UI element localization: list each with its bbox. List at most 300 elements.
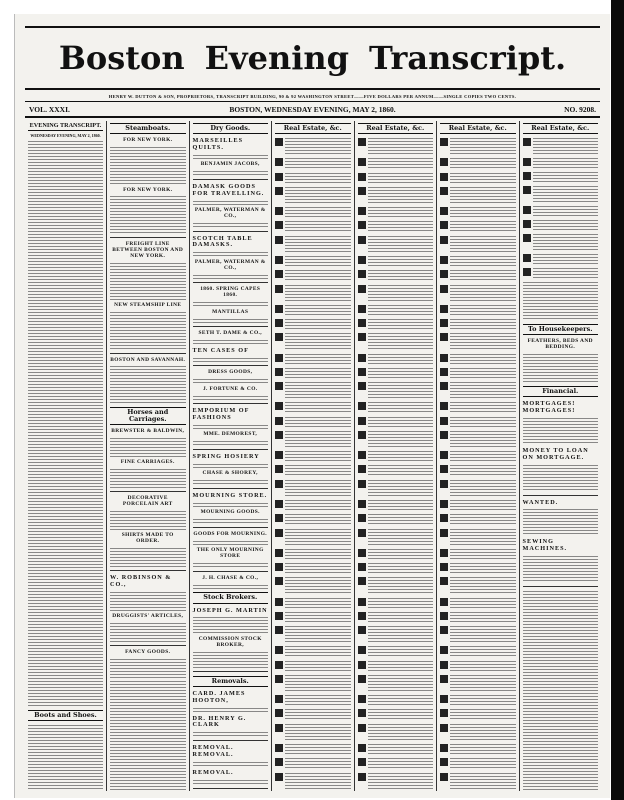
house-icon: [358, 431, 366, 439]
listing-text: [285, 401, 351, 413]
divider: [193, 326, 269, 327]
ad-title: SPRING HOSIERY: [192, 453, 260, 461]
listing-text: [368, 304, 434, 316]
real-estate-listing: [440, 645, 516, 657]
house-icon: [358, 773, 366, 781]
listing-text: [533, 205, 599, 217]
ad-text: [523, 464, 599, 492]
real-estate-listing: [440, 284, 516, 302]
ad-title: REMOVAL.: [192, 769, 234, 777]
ad-text: [110, 365, 186, 403]
listing-text: [368, 611, 434, 623]
house-icon: [440, 626, 448, 634]
house-icon: [440, 256, 448, 264]
house-icon: [440, 661, 448, 669]
real-estate-listing: [275, 450, 351, 462]
real-estate-listing: [275, 694, 351, 706]
house-icon: [275, 354, 283, 362]
divider: [193, 740, 269, 741]
real-estate-listing: [523, 137, 599, 155]
house-icon: [358, 270, 366, 278]
listing-text: [285, 513, 351, 525]
real-estate-listing: [275, 269, 351, 281]
house-icon: [275, 173, 283, 181]
house-icon: [440, 402, 448, 410]
house-icon: [358, 319, 366, 327]
real-estate-listing: [275, 576, 351, 594]
ad-title: SCOTCH TABLE DAMASKS.: [192, 234, 253, 249]
house-icon: [275, 333, 283, 341]
listing-text: [450, 479, 516, 497]
ad-text: [28, 724, 103, 790]
real-estate-listing: [358, 220, 434, 232]
ad-text: [193, 222, 269, 228]
listing-text: [285, 660, 351, 672]
listing-text: [368, 235, 434, 253]
real-estate-listing: [275, 757, 351, 769]
ad-text: [523, 353, 599, 383]
real-estate-listing: [440, 157, 516, 169]
dateline: BOSTON, WEDNESDAY EVENING, MAY 2, 1860.: [229, 105, 396, 114]
real-estate-listing: [440, 450, 516, 462]
ad-text: [193, 301, 269, 307]
masthead-word: Transcript.: [369, 39, 567, 77]
divider: [193, 282, 269, 283]
house-icon: [275, 500, 283, 508]
listing-text: [450, 367, 516, 379]
ad-title: MME. DEMOREST,: [203, 431, 258, 438]
house-icon: [275, 598, 283, 606]
house-icon: [358, 744, 366, 752]
ad-title: SHIRTS MADE TO ORDER.: [121, 532, 174, 545]
divider: [193, 488, 269, 489]
real-estate-listing: [275, 304, 351, 316]
real-estate-listing: [440, 674, 516, 692]
real-estate-listing: [440, 723, 516, 741]
ad-title: EMPORIUM OF FASHIONS: [192, 407, 250, 422]
house-icon: [358, 305, 366, 313]
listing-text: [368, 401, 434, 413]
real-estate-listing: [358, 430, 434, 448]
house-icon: [440, 612, 448, 620]
section-dry-goods: Dry Goods.: [193, 123, 269, 134]
ad-title: TEN CASES OF: [192, 346, 249, 354]
house-icon: [275, 187, 283, 195]
house-icon: [440, 744, 448, 752]
real-estate-listing: [358, 548, 434, 560]
listing-text: [285, 157, 351, 169]
house-icon: [275, 236, 283, 244]
listing-text: [368, 597, 434, 609]
ad-title: WANTED.: [522, 498, 559, 506]
ad-text: [193, 779, 269, 785]
listing-text: [368, 499, 434, 511]
listing-text: [450, 464, 516, 476]
divider: [193, 231, 269, 232]
listing-text: [368, 137, 434, 155]
real-estate-listing: [358, 708, 434, 720]
listing-text: [285, 562, 351, 574]
real-estate-listing: [275, 353, 351, 365]
ad-title: BENJAMIN JACOBS,: [200, 161, 260, 168]
ad-text: [193, 463, 269, 469]
house-icon: [440, 675, 448, 683]
listing-text: [450, 137, 516, 155]
house-icon: [523, 206, 531, 214]
ad-text: [110, 547, 186, 567]
ad-title: REMOVAL. REMOVAL.: [192, 744, 234, 759]
house-icon: [358, 173, 366, 181]
ad-title: DRESS GOODS,: [208, 369, 253, 376]
real-estate-listing: [440, 172, 516, 184]
house-icon: [275, 646, 283, 654]
ad-title: COMMISSION STOCK BROKER,: [198, 635, 262, 648]
divider: [110, 570, 186, 571]
editorial-text: [28, 140, 103, 706]
house-icon: [275, 480, 283, 488]
listing-text: [450, 235, 516, 253]
ad-title: J. H. CHASE & CO.,: [202, 574, 259, 581]
house-icon: [275, 256, 283, 264]
listing-text: [450, 318, 516, 330]
house-icon: [440, 173, 448, 181]
column-dry-goods: [190, 121, 273, 791]
real-estate-listing: [358, 269, 434, 281]
house-icon: [440, 480, 448, 488]
listing-text: [450, 694, 516, 706]
ad-title: PALMER, WATERMAN & CO.,: [194, 258, 266, 271]
house-icon: [523, 186, 531, 194]
house-icon: [358, 382, 366, 390]
listing-text: [533, 137, 599, 155]
real-estate-listing: [358, 597, 434, 609]
house-icon: [440, 382, 448, 390]
house-icon: [358, 695, 366, 703]
listing-text: [285, 528, 351, 546]
listing-text: [450, 430, 516, 448]
real-estate-listing: [523, 253, 599, 265]
house-icon: [358, 549, 366, 557]
house-icon: [440, 577, 448, 585]
listing-text: [450, 562, 516, 574]
ad-title: 1860. SPRING CAPES 1860.: [200, 286, 261, 299]
ad-title: JOSEPH G. MARTIN: [192, 606, 268, 614]
listing-text: [450, 576, 516, 594]
ad-text: [110, 622, 186, 642]
real-estate-listing: [440, 220, 516, 232]
house-icon: [440, 598, 448, 606]
listing-text: [285, 597, 351, 609]
real-estate-listing: [440, 562, 516, 574]
listing-text: [450, 597, 516, 609]
listing-text: [450, 757, 516, 769]
real-estate-listing: [358, 562, 434, 574]
real-estate-listing: [358, 660, 434, 672]
house-icon: [523, 254, 531, 262]
ad-text: [110, 437, 186, 457]
real-estate-listing: [358, 772, 434, 790]
house-icon: [358, 563, 366, 571]
listing-text: [450, 499, 516, 511]
house-icon: [523, 234, 531, 242]
ad-text: [193, 170, 269, 176]
listing-text: [450, 708, 516, 720]
house-icon: [440, 431, 448, 439]
real-estate-listing: [358, 206, 434, 218]
listing-text: [450, 172, 516, 184]
house-icon: [358, 417, 366, 425]
section-real-estate: Real Estate, &c.: [440, 123, 516, 134]
house-icon: [440, 646, 448, 654]
listing-text: [368, 660, 434, 672]
ad-text: [193, 616, 269, 633]
house-icon: [358, 612, 366, 620]
real-estate-listing: [440, 708, 516, 720]
house-icon: [358, 500, 366, 508]
house-icon: [358, 724, 366, 732]
listing-text: [285, 206, 351, 218]
listing-text: [533, 267, 599, 279]
house-icon: [358, 368, 366, 376]
ad-text: [110, 146, 186, 184]
real-estate-listing: [523, 233, 599, 251]
ad-title: FOR NEW YORK.: [123, 186, 173, 193]
column-real-estate: [355, 121, 438, 791]
real-estate-listing: [275, 772, 351, 790]
real-estate-listing: [358, 186, 434, 204]
real-estate-listing: [440, 694, 516, 706]
divider: [110, 237, 186, 238]
listing-text: [368, 367, 434, 379]
listing-text: [368, 353, 434, 365]
listing-text: [285, 645, 351, 657]
house-icon: [275, 382, 283, 390]
ad-text: [193, 540, 269, 546]
real-estate-listing: [440, 430, 516, 448]
listing-text: [450, 304, 516, 316]
listing-text: [285, 220, 351, 232]
listing-text: [285, 674, 351, 692]
listing-text: [450, 723, 516, 741]
ad-text: [110, 311, 186, 349]
ad-title: MOURNING GOODS.: [200, 509, 260, 516]
house-icon: [358, 577, 366, 585]
real-estate-listing: [275, 597, 351, 609]
ad-title: GOODS FOR MOURNING.: [193, 530, 268, 537]
house-icon: [358, 285, 366, 293]
ad-text: [110, 195, 186, 233]
real-estate-listing: [440, 464, 516, 476]
real-estate-listing: [358, 416, 434, 428]
ad-title: MARSEILLES QUILTS.: [192, 137, 244, 151]
house-icon: [275, 207, 283, 215]
real-estate-listing: [275, 206, 351, 218]
listing-text: [368, 743, 434, 755]
house-icon: [275, 695, 283, 703]
listing-text: [285, 479, 351, 497]
house-icon: [440, 221, 448, 229]
real-estate-listing: [358, 723, 434, 741]
editorial-subheading: WEDNESDAY EVENING, MAY 2, 1860.: [30, 132, 101, 138]
listing-text: [368, 772, 434, 790]
real-estate-listing: [358, 479, 434, 497]
listing-text: [368, 269, 434, 281]
real-estate-listing: [275, 708, 351, 720]
newspaper-page: [14, 14, 610, 798]
house-icon: [358, 758, 366, 766]
real-estate-listing: [440, 513, 516, 525]
house-icon: [358, 626, 366, 634]
house-icon: [358, 675, 366, 683]
house-icon: [523, 158, 531, 166]
house-icon: [275, 549, 283, 557]
listing-text: [368, 430, 434, 448]
column-real-estate: [437, 121, 520, 791]
listing-text: [450, 528, 516, 546]
section-real-estate: Real Estate, &c.: [523, 123, 599, 134]
house-icon: [440, 549, 448, 557]
real-estate-listing: [440, 269, 516, 281]
real-estate-listing: [275, 318, 351, 330]
ad-title: THE ONLY MOURNING STORE: [196, 547, 264, 560]
listing-text: [368, 674, 434, 692]
columns: [25, 121, 601, 791]
divider: [193, 671, 269, 672]
divider: [110, 491, 186, 492]
listing-text: [285, 269, 351, 281]
listing-text: [368, 220, 434, 232]
real-estate-listing: [358, 513, 434, 525]
real-estate-listing: [358, 450, 434, 462]
real-estate-listing: [440, 137, 516, 155]
ad-title: MANTILLAS: [212, 308, 249, 315]
real-estate-listing: [358, 625, 434, 643]
ad-title: J. FORTUNE & CO.: [202, 385, 258, 392]
house-icon: [358, 646, 366, 654]
ad-text: [193, 154, 269, 160]
house-icon: [275, 626, 283, 634]
column-real-estate-financial: [520, 121, 602, 791]
ad-text: [193, 584, 269, 590]
listing-text: [368, 723, 434, 741]
section-boots-and-shoes: Boots and Shoes.: [28, 710, 103, 721]
house-icon: [358, 661, 366, 669]
divider: [523, 586, 599, 587]
house-icon: [275, 675, 283, 683]
section-stock-brokers: Stock Brokers.: [193, 592, 269, 603]
masthead-word: Evening: [204, 39, 350, 77]
ad-title: FINE CARRIAGES.: [120, 459, 175, 466]
listing-text: [285, 708, 351, 720]
ad-text: [193, 562, 269, 568]
real-estate-listing: [275, 416, 351, 428]
listing-text: [368, 479, 434, 497]
listing-text: [285, 304, 351, 316]
ad-text: [110, 591, 186, 611]
real-estate-listing: [523, 185, 599, 203]
listing-text: [368, 513, 434, 525]
house-icon: [523, 268, 531, 276]
listing-text: [285, 332, 351, 350]
real-estate-listing: [440, 479, 516, 497]
house-icon: [275, 577, 283, 585]
masthead-word: Boston: [58, 39, 185, 77]
listing-text: [450, 381, 516, 399]
real-estate-listing: [275, 660, 351, 672]
house-icon: [275, 417, 283, 425]
house-icon: [440, 138, 448, 146]
house-icon: [440, 563, 448, 571]
real-estate-listing: [275, 562, 351, 574]
divider: [193, 403, 269, 404]
listing-text: [368, 548, 434, 560]
house-icon: [440, 465, 448, 473]
house-icon: [440, 724, 448, 732]
real-estate-listing: [440, 206, 516, 218]
house-icon: [358, 221, 366, 229]
ad-text: [523, 555, 599, 583]
house-icon: [440, 451, 448, 459]
house-icon: [358, 480, 366, 488]
listing-text: [450, 772, 516, 790]
ad-text: [193, 251, 269, 257]
real-estate-listing: [440, 548, 516, 560]
listing-text: [368, 708, 434, 720]
listing-text: [368, 206, 434, 218]
house-icon: [358, 529, 366, 537]
section-real-estate: Real Estate, &c.: [275, 123, 351, 134]
house-icon: [358, 598, 366, 606]
ad-title: CHASE & SHOREY,: [202, 470, 258, 477]
real-estate-listing: [275, 186, 351, 204]
ad-title: FEATHERS, BEDS AND BEDDING.: [527, 338, 593, 351]
ad-title: FOR NEW YORK.: [123, 137, 173, 144]
ad-text: [193, 731, 269, 737]
masthead: [25, 36, 600, 80]
rule: [25, 101, 600, 102]
house-icon: [275, 465, 283, 473]
listing-text: [368, 157, 434, 169]
real-estate-listing: [275, 235, 351, 253]
listing-text: [285, 723, 351, 741]
house-icon: [358, 333, 366, 341]
listing-text: [285, 172, 351, 184]
real-estate-listing: [440, 318, 516, 330]
listing-text: [285, 548, 351, 560]
ad-text: [193, 518, 269, 524]
listing-text: [285, 743, 351, 755]
divider: [193, 527, 269, 528]
ad-title: FREIGHT LINE BETWEEN BOSTON AND NEW YORK.: [112, 240, 184, 259]
ad-text: [193, 707, 269, 713]
real-estate-listing: [358, 401, 434, 413]
listing-text: [285, 464, 351, 476]
ad-text: [193, 357, 269, 363]
real-estate-listing: [275, 255, 351, 267]
real-estate-listing: [440, 743, 516, 755]
real-estate-listing: [358, 172, 434, 184]
listing-text: [450, 548, 516, 560]
real-estate-listing: [275, 548, 351, 560]
real-estate-listing: [275, 381, 351, 399]
listing-text: [450, 450, 516, 462]
house-icon: [275, 158, 283, 166]
house-icon: [358, 402, 366, 410]
real-estate-listing: [275, 513, 351, 525]
ad-text: [193, 274, 269, 280]
real-estate-listing: [358, 381, 434, 399]
real-estate-listing: [275, 479, 351, 497]
